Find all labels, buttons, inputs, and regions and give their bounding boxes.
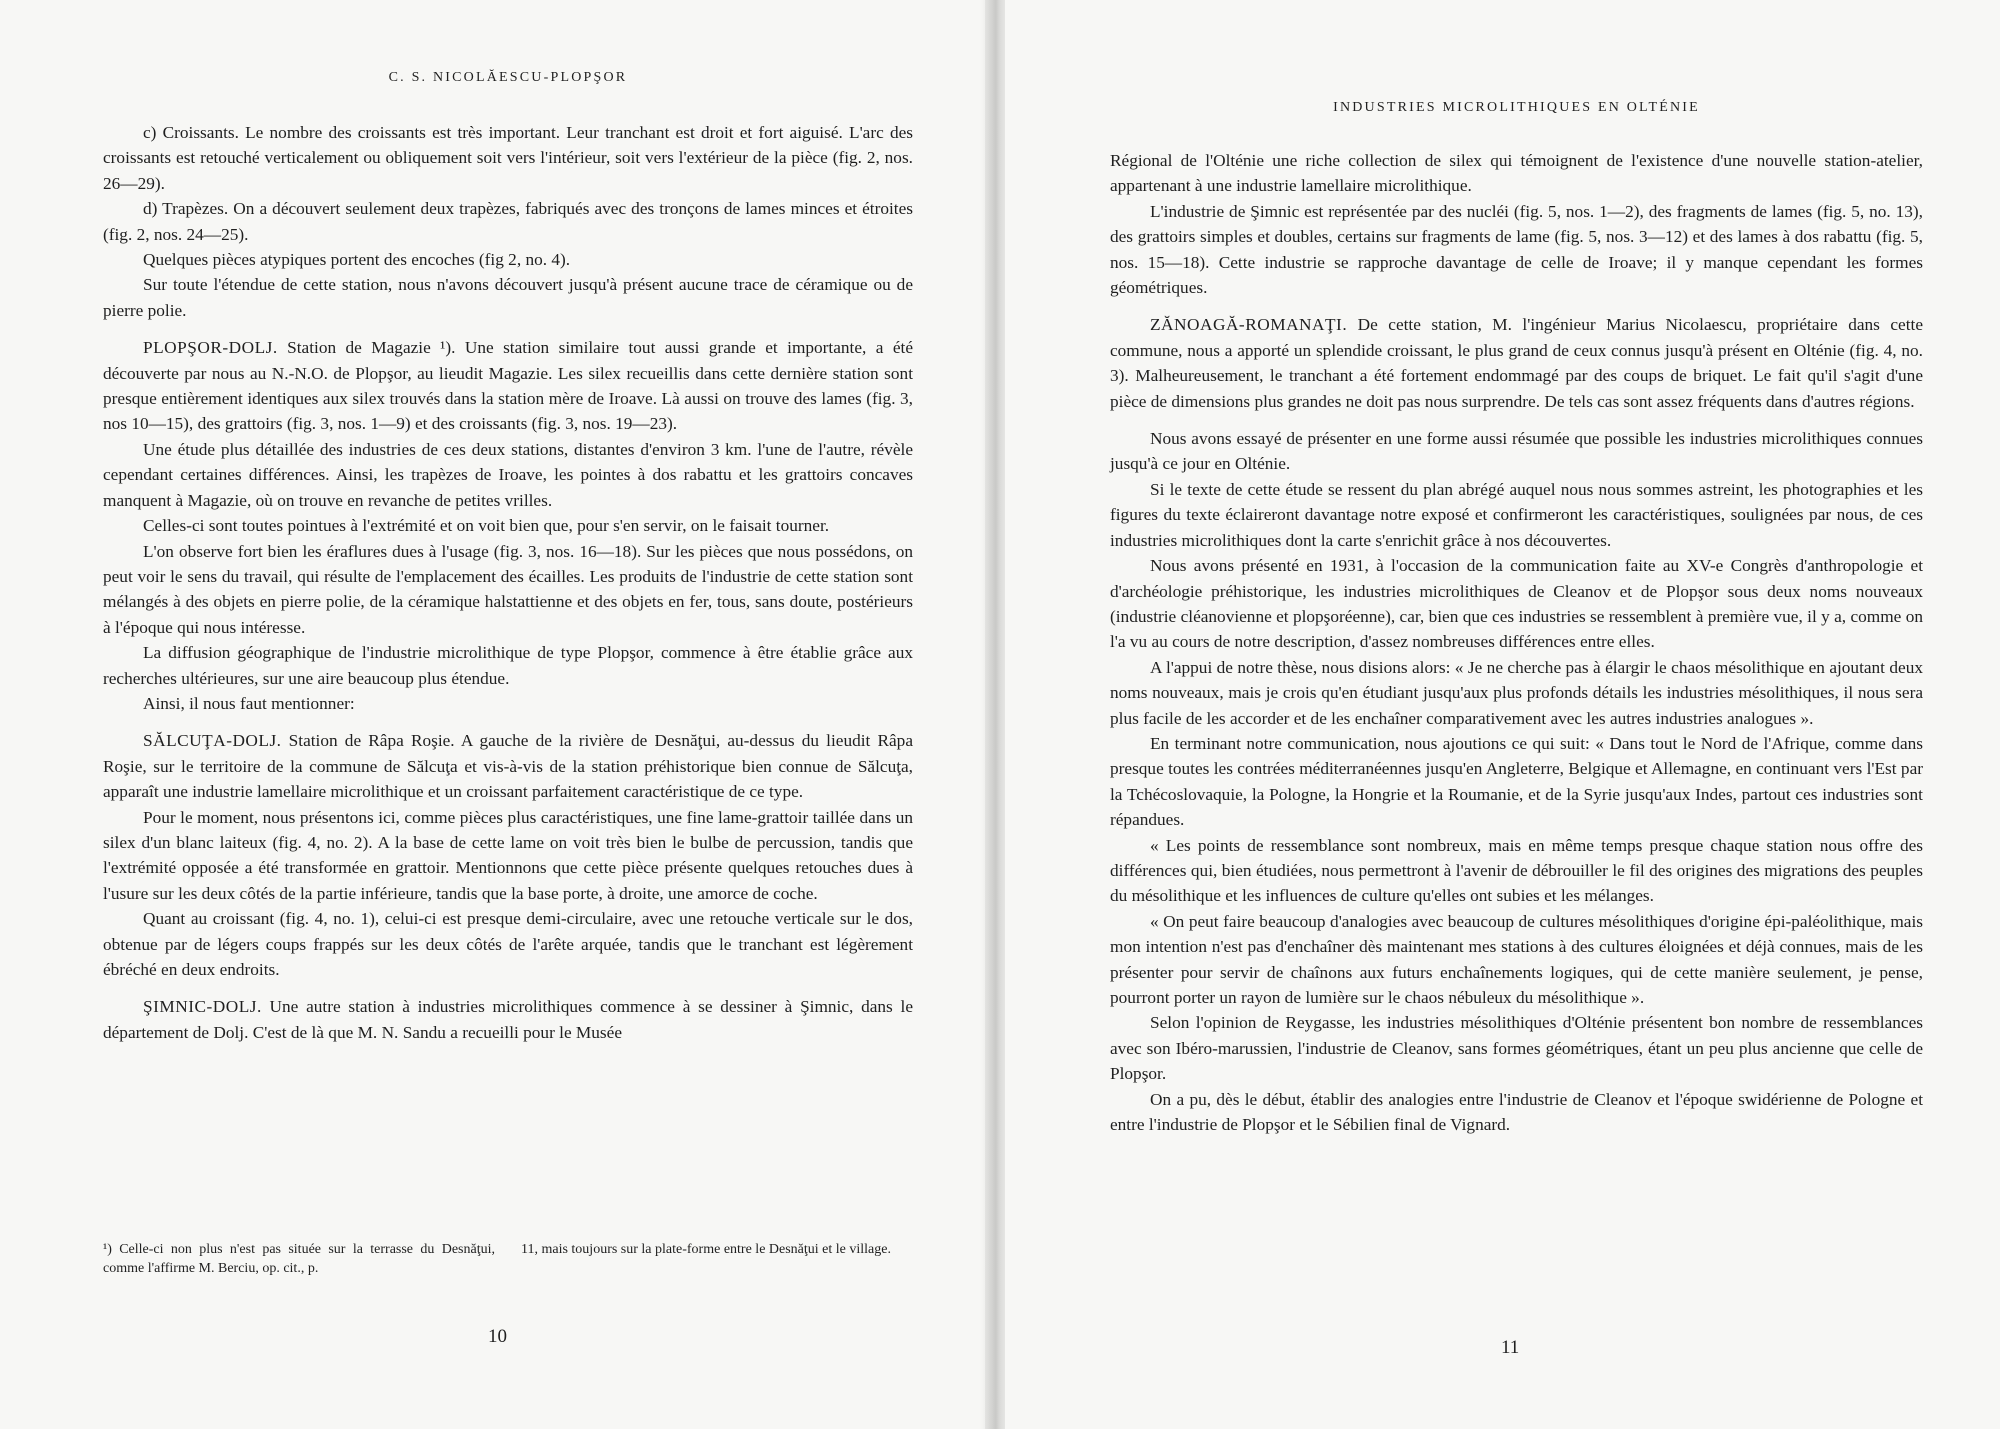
paragraph: Sur toute l'étendue de cette station, nous n'avons découvert jusqu'à présent aucune trace de céramique ou de pierre polie. — [103, 275, 913, 320]
paragraph: L'industrie de Şimnic est représentée par des nucléi (fig. 5, nos. 1—2), des fragments de lames (fig. 5, no. 13), des grattoirs simples et doubles, certains sur fragments de lame (fig. 5, nos. 3—12) et des lames à dos rabattu (fig. 5, nos. 15—18). Cette industrie se rapproche davantage de celle de Iroave; il y manque cependant les formes géométriques. — [1110, 201, 1923, 298]
paragraph: « Les points de ressemblance sont nombreux, mais en même temps presque chaque station nous offre des différences qui, bien étudiées, nous permettront à l'avenir de débrouiller le fil des origines des migrations des peuples du mésolithique et les influences de culture qu'elles ont subies et les mélanges. — [1110, 835, 1923, 906]
footnote-column-left: ¹) Celle-ci non plus n'est pas située sur la terrasse du Desnăţui, comme l'affirme M. Berciu, op. cit., p. — [103, 1242, 495, 1276]
section-paragraph: ZĂNOAGĂ-ROMANAŢI. De cette station, M. l'ingénieur Marius Nicolaescu, propriétaire dans cette commune, nous a apporté un splendide croissant, le plus grand de ceux connus jusqu'à présent en Olténie (fig. 4, no. 3). Malheureusement, le tranchant a été fortement endommagé par des coups de briquet. Le fait qu'il s'agit d'une pièce de dimensions plus grandes ne doit pas nous surprendre. De tels cas sont assez fréquents dans d'autres régions. — [1110, 315, 1923, 411]
left-page — [0, 0, 990, 1429]
paragraph: « On peut faire beaucoup d'analogies avec beaucoup de cultures mésolithiques d'origine épi-paléolithique, mais mon intention n'est pas d'enchaîner dès maintenant mes stations à des cultures éloignées et déjà connues, mais de les présenter pour servir de chaînons aux futurs enchaînements logiques, qui de cette manière seulement, je pense, pourront porter un rayon de lumière sur le chaos nébuleux du mésolithique ». — [1110, 911, 1923, 1007]
page-number-right: 11 — [1501, 1337, 1520, 1358]
paragraph: c) Croissants. Le nombre des croissants est très important. Leur tranchant est droit et fort aiguisé. L'arc des croissants est retouché verticalement ou obliquement soit vers l'intérieur, soit vers l'extérieur de la pièce (fig. 2, nos. 26—29). — [103, 123, 913, 193]
paragraph: Selon l'opinion de Reygasse, les industries mésolithiques d'Olténie présentent bon nombre de ressemblances avec son Ibéro-marussien, l'industrie de Cleanov, sans formes géométriques, étant un peu plus ancienne que celle de Plopşor. — [1110, 1013, 1923, 1084]
right-page — [1005, 0, 2000, 1429]
page-number-left: 10 — [488, 1326, 507, 1347]
paragraph: Quant au croissant (fig. 4, no. 1), celui-ci est presque demi-circulaire, avec une retouche verticale sur le dos, obtenue par de légers coups frappés sur les deux côtés de l'arête arquée, tandis que le tranchant est légèrement ébréché en deux endroits. — [103, 909, 913, 979]
paragraph: Nous avons essayé de présenter en une forme aussi résumée que possible les industries microlithiques connues jusqu'à ce jour en Olténie. — [1110, 429, 1923, 474]
paragraph: En terminant notre communication, nous ajoutions ce qui suit: « Dans tout le Nord de l'Afrique, comme dans presque toutes les contrées méditerranéennes jusqu'en Angleterre, Belgique et Allemagne, en continuant vers l'Est par la Tchécoslovaquie, la Pologne, la Hongrie et la Roumanie, et de la Syrie jusqu'aux Indes, partout ces industries sont répandues. — [1110, 733, 1923, 830]
paragraph: Régional de l'Olténie une riche collection de silex qui témoignent de l'existence d'une nouvelle station-atelier, appartenant à une industrie lamellaire microlithique. — [1110, 151, 1923, 196]
section-paragraph: PLOPŞOR-DOLJ. Station de Magazie ¹). Une station similaire tout aussi grande et importante, a été découverte par nous au N.-N.O. de Plopşor, au lieudit Magazie. Les silex recueillis dans cette dernière station sont presque entièrement identiques aux silex trouvés dans la station mère de Iroave. Là aussi on trouve des lames (fig. 3, nos 10—15), des grattoirs (fig. 3, nos. 1—9) et des croissants (fig. 3, nos. 19—23). — [103, 338, 913, 434]
left-page-body — [103, 120, 913, 1045]
paragraph: Quelques pièces atypiques portent des encoches (fig 2, no. 4). — [143, 250, 571, 270]
paragraph: La diffusion géographique de l'industrie microlithique de type Plopşor, commence à être établie grâce aux recherches ultérieures, sur une aire beaucoup plus étendue. — [103, 643, 913, 688]
paragraph: Nous avons présenté en 1931, à l'occasion de la communication faite au XV-e Congrès d'anthropologie et d'archéologie préhistorique, les industries microlithiques de Cleanov et de Plopşor sous deux noms nouveaux (industrie cléanovienne et plopşoréenne), car, bien que ces industries se ressemblent à première vue, il y a, comme on l'a vu au cours de notre description, d'assez nombreuses différences entre elles. — [1110, 556, 1923, 652]
paragraph: d) Trapèzes. On a découvert seulement deux trapèzes, fabriqués avec des tronçons de lames minces et étroites (fig. 2, nos. 24—25). — [103, 199, 913, 244]
section-lead: ŞIMNIC-DOLJ. — [143, 997, 262, 1017]
running-head-right: INDUSTRIES MICROLITHIQUES EN OLTÉNIE — [1333, 100, 1700, 115]
paragraph: On a pu, dès le début, établir des analogies entre l'industrie de Cleanov et l'époque swidérienne de Pologne et entre l'industrie de Plopşor et le Sébilien final de Vignard. — [1110, 1089, 1923, 1135]
running-head-left: C. S. NICOLĂESCU-PLOPŞOR — [388, 70, 628, 85]
paragraph: Une étude plus détaillée des industries de ces deux stations, distantes d'environ 3 km. l'une de l'autre, révèle cependant certaines différences. Ainsi, les trapèzes de Iroave, les pointes à dos rabattu et les grattoirs concaves manquent à Magazie, où on trouve en revanche de petites vrilles. — [103, 439, 913, 510]
paragraph: Ainsi, il nous faut mentionner: — [143, 693, 355, 713]
section-lead: ZĂNOAGĂ-ROMANAŢI. — [1150, 315, 1348, 335]
footnote-column-right: 11, mais toujours sur la plate-forme entre le Desnăţui et le village. — [521, 1242, 891, 1257]
section-lead: SĂLCUŢA-DOLJ. — [143, 731, 282, 751]
footnotes — [103, 1240, 913, 1278]
paragraph: Pour le moment, nous présentons ici, comme pièces plus caractéristiques, une fine lame-grattoir taillée dans un silex d'un blanc laiteux (fig. 4, no. 2). A la base de cette lame on voit très bien le bulbe de percussion, tandis que l'extrémité opposée a été transformée en grattoir. Mentionnons que cette pièce présente quelques retouches dues à l'usure sur les deux côtés de la partie inférieure, tandis que la base porte, à droite, une amorce de coche. — [103, 807, 913, 903]
section-lead: PLOPŞOR-DOLJ. — [143, 338, 278, 358]
paragraph: Si le texte de cette étude se ressent du plan abrégé auquel nous nous sommes astreint, les photographies et les figures du texte éclaireront davantage notre exposé et confirmeront les caractéristiques, soulignées par nous, de ces industries microlithiques dont la carte s'enrichit grâce à nos découvertes. — [1110, 479, 1923, 550]
paragraph: A l'appui de notre thèse, nous disions alors: « Je ne cherche pas à élargir le chaos mésolithique en ajoutant deux noms nouveaux, mais je crois qu'en étudiant jusqu'aux plus profonds détails les industries mésolithiques, il nous sera plus facile de les accorder et de les enchaîner comparativement avec les autres industries analogues ». — [1110, 657, 1923, 728]
section-paragraph: SĂLCUŢA-DOLJ. Station de Râpa Roşie. A gauche de la rivière de Desnăţui, au-dessus du lieudit Râpa Roşie, sur le territoire de la commune de Sălcuţa et vis-à-vis de la station préhistorique bien connue de Sălcuţa, apparaît une industrie lamellaire microlithique et un croissant parfaitement caractéristique de ce type. — [103, 731, 913, 802]
paragraph: L'on observe fort bien les éraflures dues à l'usage (fig. 3, nos. 16—18). Sur les pièces que nous possédons, on peut voir le sens du travail, qui résulte de l'emplacement des écailles. Les produits de l'industrie de cette station sont mélangés à des objets en pierre polie, de la céramique halstattienne et des objets en fer, tous, sans doute, postérieurs à l'époque qui nous intéresse. — [103, 541, 913, 637]
right-page-body — [1110, 148, 1923, 1137]
section-paragraph: ŞIMNIC-DOLJ. Une autre station à industries microlithiques commence à se dessiner à Şimnic, dans le département de Dolj. C'est de là que M. N. Sandu a recueilli pour le Musée — [103, 997, 913, 1042]
paragraph: Celles-ci sont toutes pointues à l'extrémité et on voit bien que, pour s'en servir, on le faisait tourner. — [143, 516, 830, 536]
